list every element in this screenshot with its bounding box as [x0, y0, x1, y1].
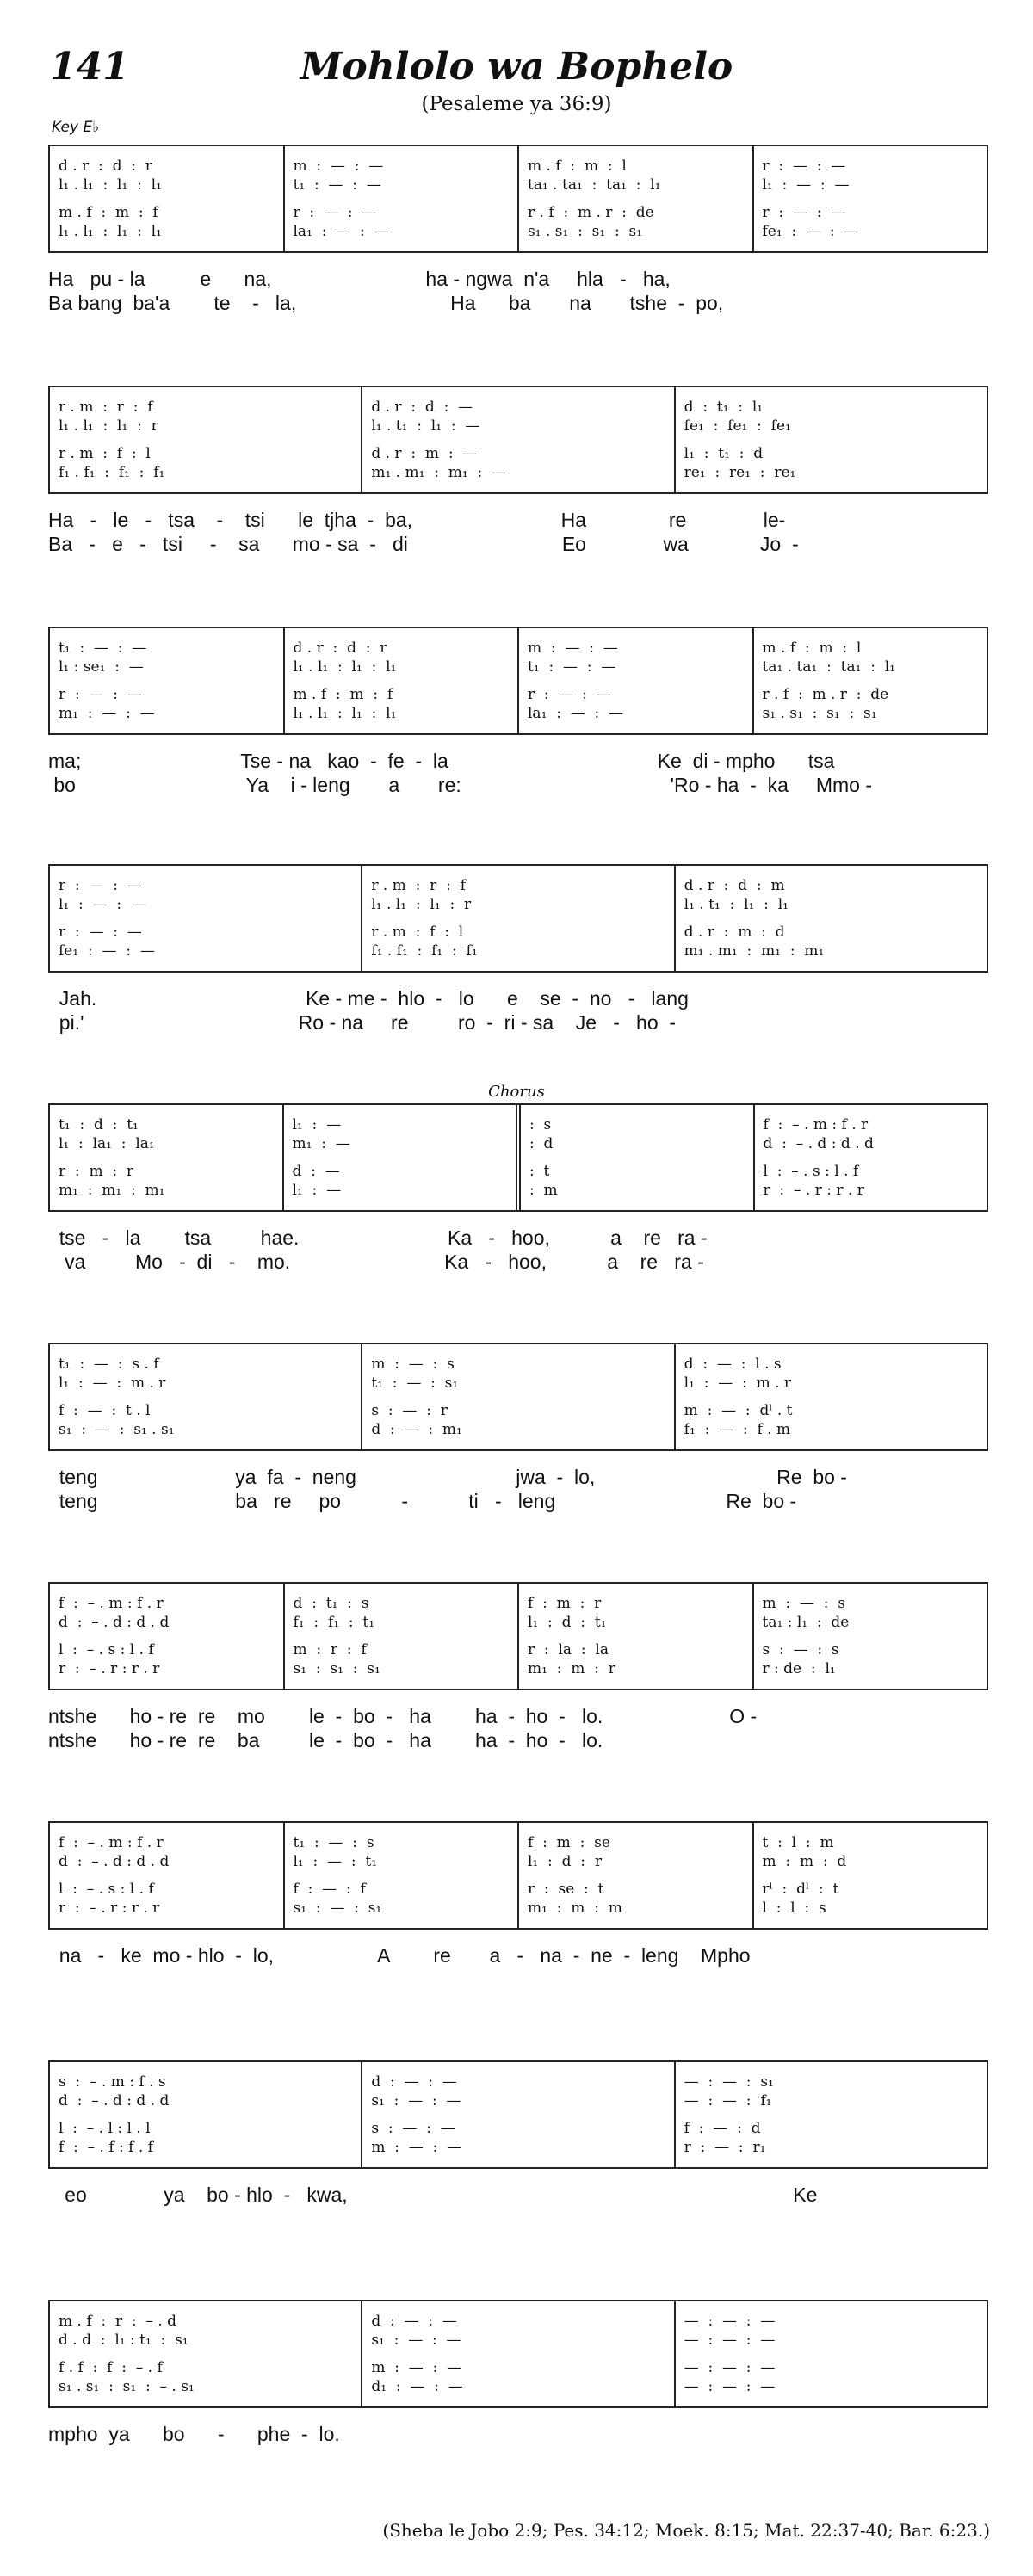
note-row: f₁ : — : f . m: [684, 1421, 791, 1438]
note-row: m₁ : m₁ : m₁: [59, 1182, 165, 1199]
note-row: r : — : —: [59, 686, 142, 703]
note-row: l₁ . l₁ : l₁ : r: [59, 417, 158, 435]
note-row: r : — : —: [59, 877, 142, 894]
note-row: l₁ : — : —: [762, 176, 850, 194]
note-row: d : – . d : d . d: [763, 1135, 874, 1152]
measure: [361, 2301, 673, 2406]
note-row: f : — : t . l: [59, 1402, 151, 1419]
measure: [517, 628, 752, 733]
measure: [517, 146, 752, 251]
hymn-scripture-reference: (Pesaleme ya 36:9): [421, 93, 612, 115]
note-row: m₁ . m₁ : m₁ : m₁: [684, 942, 825, 960]
note-row: m : — : —: [371, 2139, 462, 2156]
measure: [50, 1344, 361, 1449]
measure: [50, 2062, 361, 2167]
note-row: m₁ . m₁ : m₁ : —: [371, 464, 507, 481]
note-row: d : — : m₁: [371, 1421, 462, 1438]
measure: [753, 1105, 987, 1210]
staff-box: [48, 145, 988, 253]
note-row: r . f : m . r : de: [762, 686, 889, 703]
lyric-line: ntshe ho - re re ba le - bo - ha ha - ho - lo.: [48, 1729, 603, 1751]
staff-box: [48, 627, 988, 735]
staff-box: [48, 1343, 988, 1451]
note-row: d . r : d : m: [684, 877, 785, 894]
lyric-line: eo ya bo - hlo - kwa, Ke: [48, 2184, 818, 2206]
lyric-line: tse - la tsa hae. Ka - hoo, a re ra -: [48, 1226, 708, 1249]
measure: [674, 1344, 987, 1449]
note-row: : t: [529, 1163, 550, 1180]
note-row: l₁ : t₁ : d: [684, 445, 764, 462]
note-row: d : — : —: [371, 2313, 457, 2330]
note-row: la₁ : — : —: [293, 223, 389, 240]
note-row: f₁ . f₁ : f₁ : f₁: [59, 464, 165, 481]
note-row: r : – . r : r . r: [763, 1182, 864, 1199]
measure: [361, 866, 673, 971]
note-row: l₁ : —: [292, 1116, 342, 1134]
lyric-line: Ha pu - la e na, ha - ngwa n'a hla - ha,: [48, 268, 671, 290]
measure: [283, 1584, 518, 1689]
note-row: d₁ : — : —: [371, 2378, 463, 2395]
key-signature: Key E♭: [52, 119, 100, 136]
staff-box: [48, 2060, 988, 2169]
note-row: m . f : m : l: [762, 639, 862, 657]
note-row: t : l : m: [762, 1834, 834, 1851]
note-row: l₁ . t₁ : l₁ : l₁: [684, 896, 789, 913]
measure: [283, 628, 518, 733]
note-row: d . r : d : r: [293, 639, 387, 657]
note-row: m : r : f: [293, 1641, 367, 1659]
measure: [283, 1823, 518, 1928]
note-row: d . r : d : r: [59, 158, 152, 175]
note-row: l₁ : la₁ : la₁: [59, 1135, 155, 1152]
lyric-line: Ha - le - tsa - tsi le tjha - ba, Ha re le-: [48, 509, 786, 531]
note-row: r : — : —: [762, 158, 846, 175]
note-row: s : — : —: [371, 2120, 455, 2137]
note-row: d : – . d : d . d: [59, 1853, 170, 1870]
note-row: m : — : dˡ . t: [684, 1402, 793, 1419]
staff-box: [48, 1103, 988, 1212]
note-row: m : — : —: [528, 639, 618, 657]
note-row: s₁ : — : s₁ . s₁: [59, 1421, 175, 1438]
note-row: r : — : —: [762, 204, 846, 221]
music-system: [48, 2300, 988, 2446]
note-row: t₁ : — : —: [528, 658, 616, 676]
lyric-line: pi.' Ro - na re ro - ri - sa Je - ho -: [48, 1011, 677, 1034]
note-row: l₁ . l₁ : l₁ : l₁: [59, 176, 162, 194]
note-row: ta₁ : l₁ : de: [762, 1614, 850, 1631]
note-row: f : m : se: [528, 1834, 610, 1851]
note-row: l : – . l : l . l: [59, 2120, 151, 2137]
lyrics: [48, 749, 988, 797]
note-row: m : — : s: [762, 1595, 846, 1612]
note-row: f : – . m : f . r: [59, 1595, 164, 1612]
measure: [516, 1105, 753, 1210]
staff-box: [48, 1582, 988, 1690]
note-row: l₁ . t₁ : l₁ : —: [371, 417, 480, 435]
note-row: r . m : f : l: [59, 445, 151, 462]
note-row: s₁ . s₁ : s₁ : s₁: [762, 705, 877, 722]
note-row: ta₁ . ta₁ : ta₁ : l₁: [762, 658, 895, 676]
music-system: [48, 2060, 988, 2207]
note-row: — : — : —: [684, 2313, 776, 2330]
measure: [674, 2301, 987, 2406]
note-row: r : la : la: [528, 1641, 609, 1659]
note-row: s₁ : s₁ : s₁: [293, 1660, 380, 1677]
note-row: m : — : s: [371, 1356, 455, 1373]
note-row: s : – . m : f . s: [59, 2073, 166, 2091]
note-row: m : m : d: [762, 1853, 847, 1870]
lyric-line: Ba - e - tsi - sa mo - sa - di Eo wa Jo -: [48, 533, 799, 555]
note-row: r : — : —: [59, 924, 142, 941]
note-row: m : — : —: [293, 158, 384, 175]
note-row: la₁ : — : —: [528, 705, 624, 722]
note-row: m : — : —: [371, 2359, 462, 2376]
lyric-line: Ba bang ba'a te - la, Ha ba na tshe - po,: [48, 292, 724, 314]
note-row: l₁ : se₁ : —: [59, 658, 144, 676]
measure: [50, 146, 283, 251]
lyric-line: mpho ya bo - phe - lo.: [48, 2423, 340, 2445]
note-row: r . m : r : f: [371, 877, 466, 894]
note-row: : m: [529, 1182, 558, 1199]
staff-box: [48, 1821, 988, 1930]
note-row: t₁ : — : s . f: [59, 1356, 159, 1373]
note-row: m₁ : — : —: [59, 705, 155, 722]
lyrics: [48, 2422, 988, 2446]
note-row: — : — : —: [684, 2378, 776, 2395]
note-row: ta₁ . ta₁ : ta₁ : l₁: [528, 176, 661, 194]
note-row: f : — : f: [293, 1881, 366, 1898]
measure: [517, 1584, 752, 1689]
note-row: d : — : —: [371, 2073, 457, 2091]
note-row: l₁ . l₁ : l₁ : r: [371, 896, 472, 913]
note-row: — : — : —: [684, 2332, 776, 2349]
lyric-line: Jah. Ke - me - hlo - lo e se - no - lang: [48, 987, 689, 1010]
note-row: fe₁ : — : —: [59, 942, 155, 960]
note-row: t₁ : — : s: [293, 1834, 374, 1851]
note-row: fe₁ : — : —: [762, 223, 859, 240]
note-row: t₁ : d : t₁: [59, 1116, 139, 1134]
note-row: t₁ : — : —: [59, 639, 147, 657]
measure: [752, 1584, 987, 1689]
note-row: l₁ : — : —: [59, 896, 145, 913]
note-row: d . r : d : —: [371, 398, 473, 416]
note-row: m . f : m : f: [59, 204, 158, 221]
note-row: r . f : m . r : de: [528, 204, 654, 221]
note-row: s : — : r: [371, 1402, 448, 1419]
measure: [674, 866, 987, 971]
staff-box: [48, 864, 988, 973]
note-row: m₁ : m : r: [528, 1660, 615, 1677]
note-row: f : – . m : f . r: [763, 1116, 869, 1134]
note-row: r : — : r₁: [684, 2139, 766, 2156]
lyric-line: ma; Tse - na kao - fe - la Ke di - mpho tsa: [48, 750, 835, 772]
note-row: d . d : l₁ : t₁ : s₁: [59, 2332, 189, 2349]
note-row: : d: [529, 1135, 554, 1152]
note-row: r : — : —: [293, 204, 377, 221]
note-row: m₁ : m : m: [528, 1900, 622, 1917]
note-row: l₁ . l₁ : l₁ : l₁: [293, 658, 397, 676]
note-row: s₁ : — : —: [371, 2092, 461, 2110]
measure: [50, 1584, 283, 1689]
note-row: l : – . s : l . f: [59, 1641, 154, 1659]
note-row: f₁ . f₁ : f₁ : f₁: [371, 942, 478, 960]
note-row: t₁ : — : —: [293, 176, 381, 194]
note-row: l₁ : — : t₁: [293, 1853, 378, 1870]
note-row: r : – . r : r . r: [59, 1900, 160, 1917]
lyrics: [48, 986, 988, 1035]
note-row: s₁ : — : s₁: [293, 1900, 382, 1917]
music-system: [48, 1343, 988, 1513]
note-row: d : — : l . s: [684, 1356, 782, 1373]
measure: [283, 146, 518, 251]
note-row: d . r : m : d: [684, 924, 785, 941]
note-row: : s: [529, 1116, 552, 1134]
measure: [50, 1105, 282, 1210]
measure: [752, 146, 987, 251]
music-system: [48, 145, 988, 315]
measure: [361, 1344, 673, 1449]
note-row: l₁ . l₁ : l₁ : l₁: [59, 223, 162, 240]
measure: [282, 1105, 516, 1210]
note-row: — : — : s₁: [684, 2073, 774, 2091]
footer-references: (Sheba le Jobo 2:9; Pes. 34:12; Moek. 8:15; Mat. 22:37-40; Bar. 6:23.): [382, 2520, 990, 2541]
note-row: r : de : l₁: [762, 1660, 836, 1677]
note-row: r : se : t: [528, 1881, 604, 1898]
note-row: l : – . s : l . f: [763, 1163, 859, 1180]
note-row: s : — : s: [762, 1641, 839, 1659]
measure: [50, 2301, 361, 2406]
note-row: — : — : f₁: [684, 2092, 772, 2110]
lyric-line: na - ke mo - hlo - lo, A re a - na - ne - leng Mpho: [48, 1944, 751, 1967]
lyric-line: bo Ya i - leng a re: 'Ro - ha - ka Mmo -: [48, 774, 873, 796]
measure: [752, 628, 987, 733]
lyrics: [48, 2183, 988, 2207]
staff-box: [48, 386, 988, 494]
measure: [752, 1823, 987, 1928]
music-system: [48, 386, 988, 556]
note-row: d . r : m : —: [371, 445, 478, 462]
note-row: s₁ : — : —: [371, 2332, 461, 2349]
note-row: l₁ : — : m . r: [59, 1374, 166, 1392]
note-row: rˡ : dˡ : t: [762, 1881, 839, 1898]
note-row: l : – . s : l . f: [59, 1881, 154, 1898]
note-row: d : – . d : d . d: [59, 1614, 170, 1631]
note-row: f : m : r: [528, 1595, 602, 1612]
note-row: d : t₁ : s: [293, 1595, 369, 1612]
measure: [674, 2062, 987, 2167]
note-row: m₁ : —: [292, 1135, 350, 1152]
note-row: r . m : r : f: [59, 398, 153, 416]
lyrics: [48, 1465, 988, 1513]
music-system: [48, 1582, 988, 1752]
note-row: l₁ . l₁ : l₁ : l₁: [293, 705, 397, 722]
note-row: f . f : f : – . f: [59, 2359, 163, 2376]
note-row: m . f : r : – . d: [59, 2313, 177, 2330]
measure: [361, 387, 673, 492]
music-system: [48, 1103, 988, 1274]
lyric-line: ntshe ho - re re mo le - bo - ha ha - ho - lo. O -: [48, 1705, 758, 1727]
music-system: [48, 627, 988, 797]
staff-box: [48, 2300, 988, 2408]
note-row: m . f : m : l: [528, 158, 627, 175]
note-row: t₁ : — : s₁: [371, 1374, 459, 1392]
note-row: r . m : f : l: [371, 924, 464, 941]
music-system: [48, 1821, 988, 1968]
note-row: d : t₁ : l₁: [684, 398, 764, 416]
measure: [674, 387, 987, 492]
lyrics: [48, 1226, 988, 1274]
note-row: f₁ : f₁ : t₁: [293, 1614, 375, 1631]
note-row: f : – . f : f . f: [59, 2139, 153, 2156]
note-row: l₁ : —: [292, 1182, 342, 1199]
note-row: — : — : —: [684, 2359, 776, 2376]
note-row: r : m : r: [59, 1163, 134, 1180]
hymn-title: Mohlolo wa Bophelo: [300, 45, 733, 89]
note-row: s₁ . s₁ : s₁ : s₁: [528, 223, 643, 240]
lyrics: [48, 1943, 988, 1968]
note-row: l₁ : d : r: [528, 1853, 602, 1870]
lyric-line: va Mo - di - mo. Ka - hoo, a re ra -: [48, 1251, 704, 1273]
lyric-line: teng ya fa - neng jwa - lo, Re bo -: [48, 1466, 847, 1488]
lyrics: [48, 1704, 988, 1752]
note-row: f : – . m : f . r: [59, 1834, 164, 1851]
note-row: l : l : s: [762, 1900, 826, 1917]
note-row: s₁ . s₁ : s₁ : – . s₁: [59, 2378, 195, 2395]
lyric-line: teng ba re po - ti - leng Re bo -: [48, 1490, 797, 1512]
measure: [50, 628, 283, 733]
note-row: f : — : d: [684, 2120, 761, 2137]
note-row: l₁ : d : t₁: [528, 1614, 607, 1631]
note-row: r : — : —: [528, 686, 611, 703]
chorus-label: Chorus: [488, 1083, 545, 1101]
note-row: d : —: [292, 1163, 340, 1180]
music-system: [48, 864, 988, 1035]
note-row: re₁ : re₁ : re₁: [684, 464, 796, 481]
measure: [517, 1823, 752, 1928]
note-row: l₁ : — : m . r: [684, 1374, 792, 1392]
measure: [50, 1823, 283, 1928]
note-row: fe₁ : fe₁ : fe₁: [684, 417, 791, 435]
lyrics: [48, 508, 988, 556]
measure: [50, 387, 361, 492]
lyrics: [48, 267, 988, 315]
measure: [361, 2062, 673, 2167]
note-row: d : – . d : d . d: [59, 2092, 170, 2110]
hymn-number: 141: [50, 45, 129, 89]
measure: [50, 866, 361, 971]
note-row: r : – . r : r . r: [59, 1660, 160, 1677]
note-row: m . f : m : f: [293, 686, 393, 703]
